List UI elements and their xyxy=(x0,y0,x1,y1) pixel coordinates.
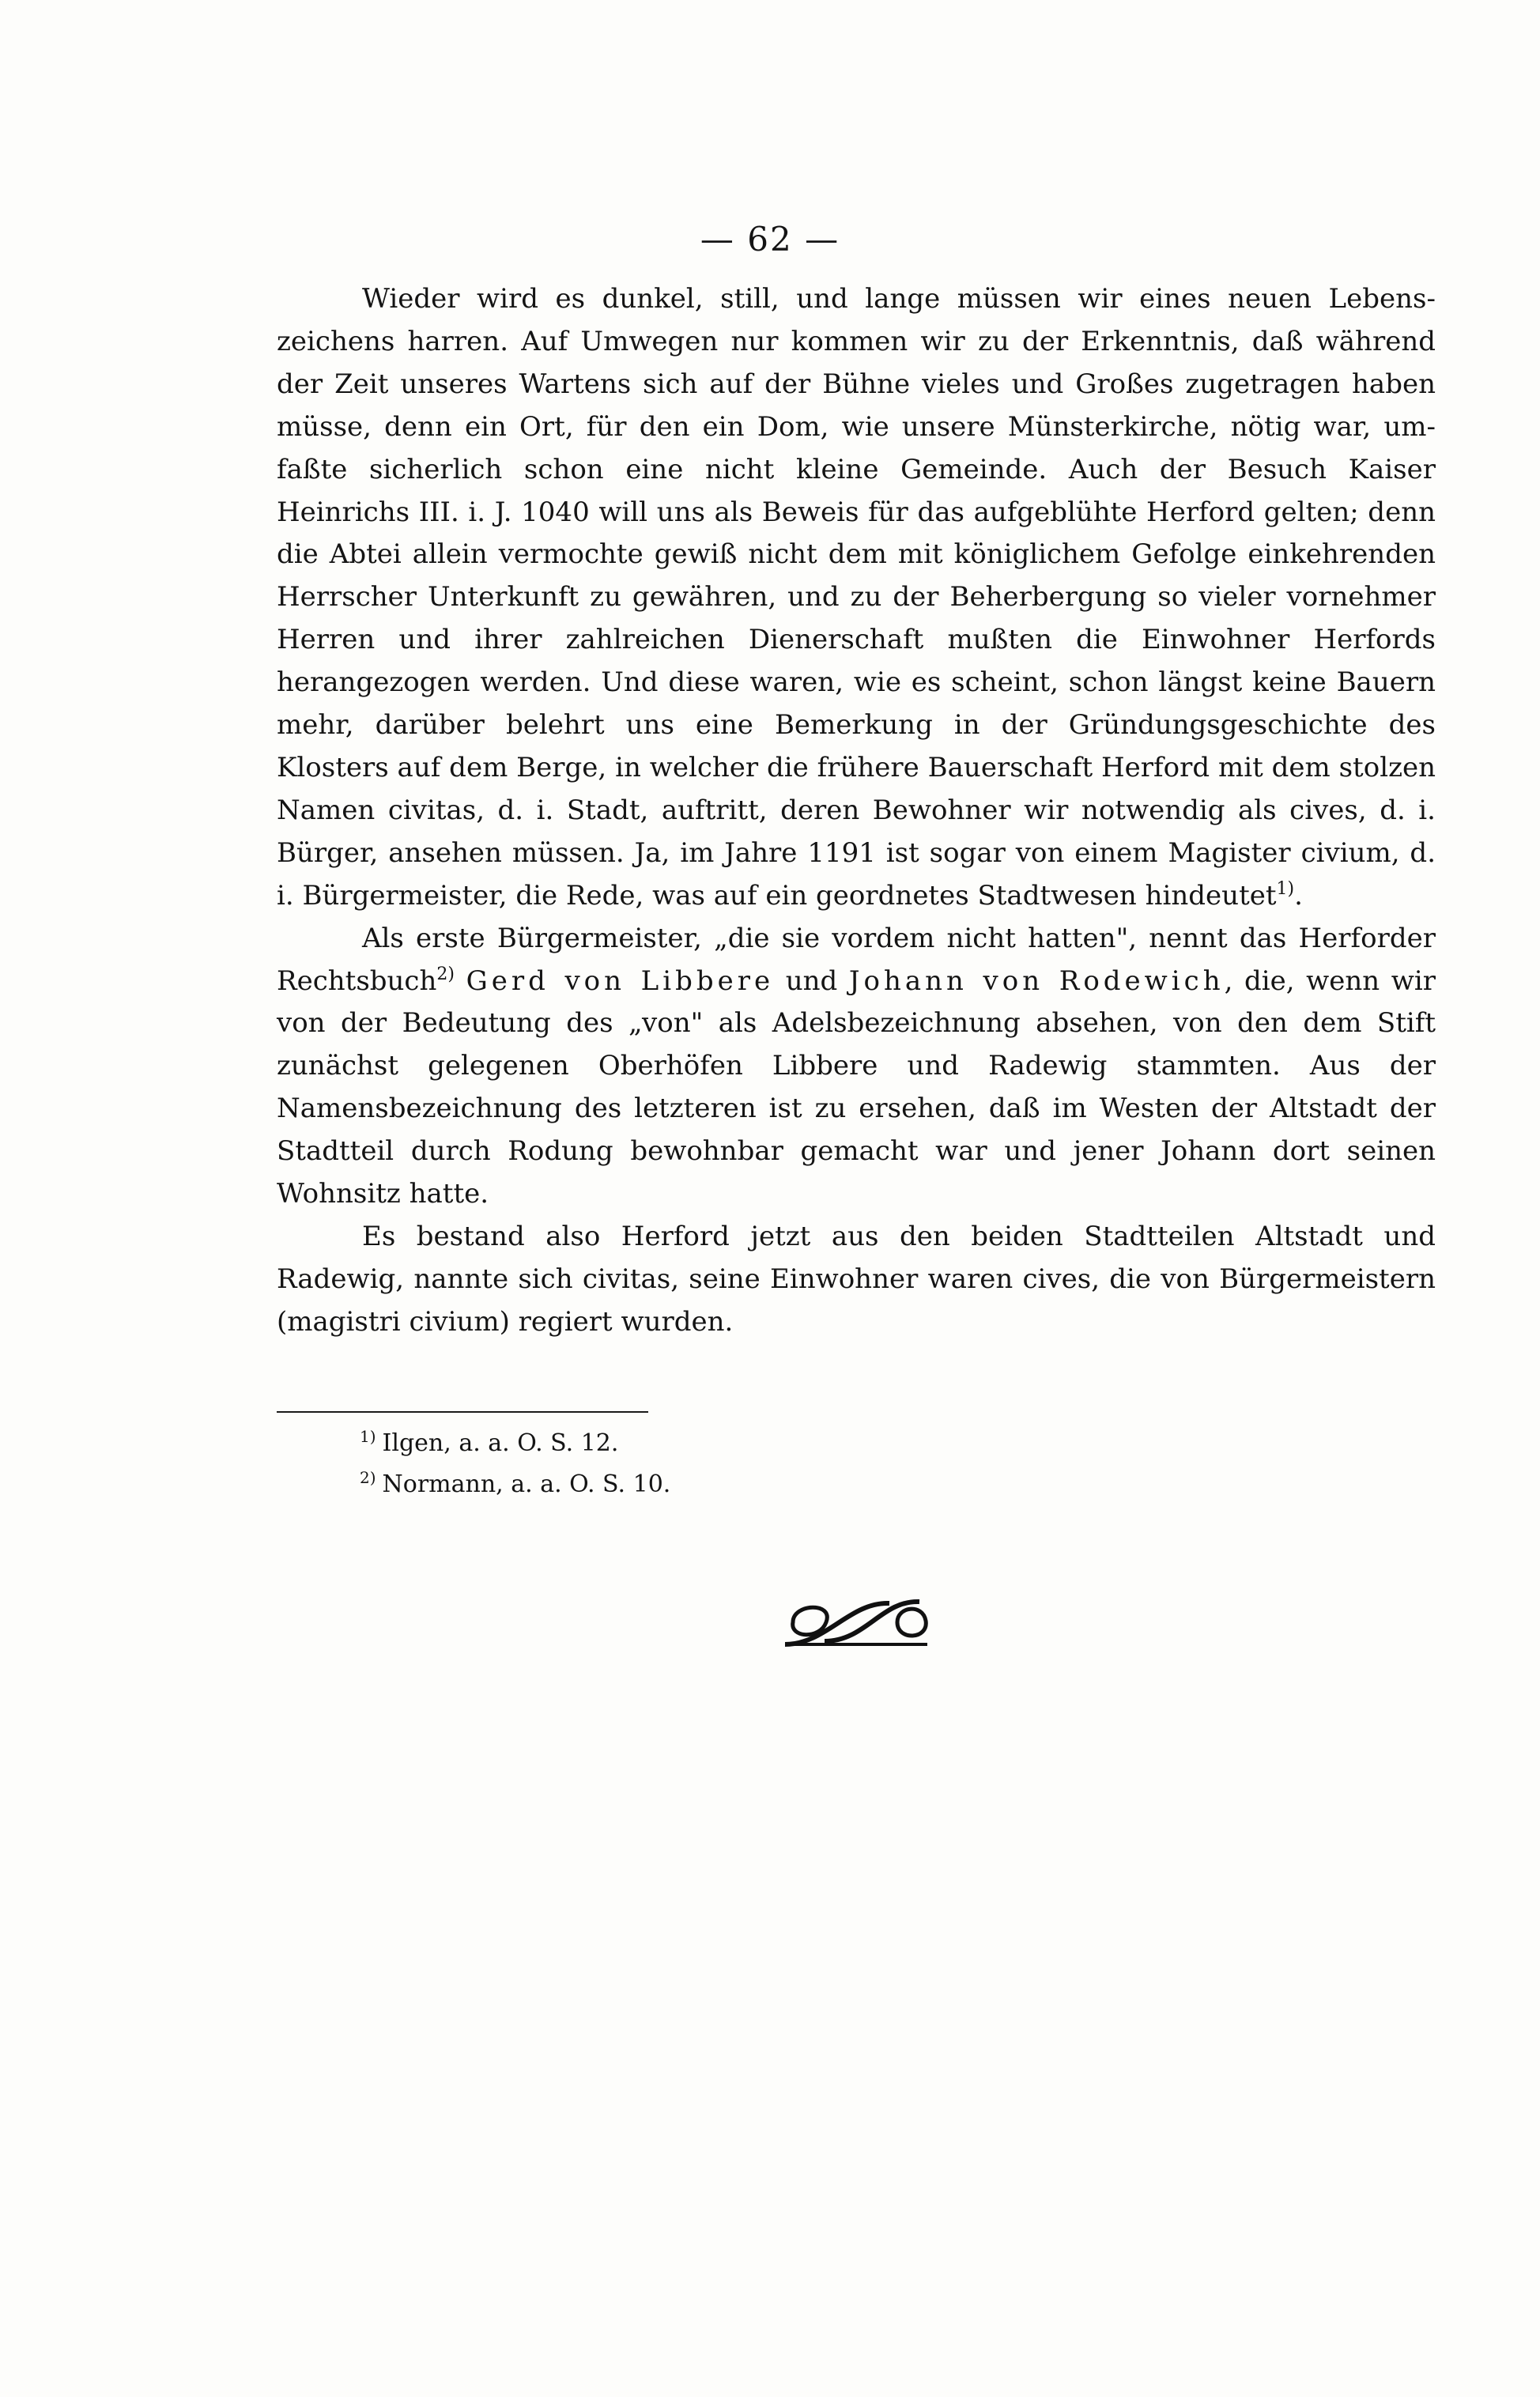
paragraph-text: Es bestand also Herford jetzt aus den beiden Stadtteilen Altstadt und Radewig, nannte sich civitas, seine Einwohner waren cives, die von Bürgermeistern (magistri civium) regiert wurden. xyxy=(277,1220,1436,1338)
person-name: Gerd von Libbere xyxy=(466,964,775,997)
paragraph-text: Als erste Bürgermeister, „die sie vordem nicht hatten", nennt das Herforder Rechtsbuch xyxy=(277,922,1436,997)
paragraph-text: . xyxy=(1294,879,1303,912)
paragraph xyxy=(277,918,1436,1216)
footnote-text: Ilgen, a. a. O. S. 12. xyxy=(382,1429,619,1457)
footnote-mark: 1) xyxy=(360,1427,376,1446)
body-text xyxy=(277,278,1436,1344)
person-name: Johann von Rodewich xyxy=(848,964,1225,997)
footnote-text: Normann, a. a. O. S. 10. xyxy=(382,1470,671,1498)
footnotes xyxy=(360,1423,1308,1505)
paragraph xyxy=(277,278,1436,918)
footnote xyxy=(360,1423,1308,1464)
footnote-reference: 1) xyxy=(1276,878,1295,899)
paragraph-text: , die, wenn wir von der Bedeutung des „von" als Adelsbezeichnung absehen, von den dem Stift zunächst gelegenen Oberhöfen Libbere und Radewig stammten. Aus der Namensbezeichnung des letzteren ist zu ersehen, daß im Westen der Altstadt der Stadtteil durch Rodung bewohnbar gemacht war und jener Johann dort seinen Wohnsitz hatte. xyxy=(277,964,1436,1210)
footnote xyxy=(360,1464,1308,1505)
paragraph-text: Wieder wird es dunkel, still, und lange müssen wir eines neuen Lebenszeichens harren. Auf Umwegen nur kommen wir zu der Erkenntnis, daß während der Zeit unseres Wartens sich auf der Bühne vieles und Großes zugetragen haben müsse, denn ein Ort, für den ein Dom, wie unsere Münsterkirche, nötig war, umfaßte sicherlich schon eine nicht kleine Gemeinde. Auch der Besuch Kaiser Heinrichs III. i. J. 1040 will uns als Beweis für das aufgeblühte Herford gelten; denn die Abtei allein vermochte gewiß nicht dem mit königlichem Gefolge einkehrenden Herrscher Unterkunft zu gewähren, und zu der Beherbergung so vieler vornehmer Herren und ihrer zahlreichen Dienerschaft mußten die Einwohner Herfords herangezogen werden. Und diese waren, wie es scheint, schon längst keine Bauern mehr, darüber belehrt uns eine Bemerkung in der Gründungsgeschichte des Klosters auf dem Berge, in welcher die frühere Bauerschaft Herford mit dem stolzen Namen civitas, d. i. Stadt, auftritt, deren Bewohner wir notwendig als cives, d. i. Bürger, ansehen müssen. Ja, im Jahre 1191 ist sogar von einem Magister civium, d. i. Bürgermeister, die Rede, was auf ein geordnetes Stadtwesen hindeutet xyxy=(277,283,1436,912)
scroll-flourish-icon xyxy=(779,1595,933,1649)
paragraph-text: und xyxy=(774,964,849,997)
paragraph-text xyxy=(455,965,466,997)
footnote-divider xyxy=(277,1411,648,1413)
paragraph xyxy=(277,1216,1436,1344)
footnote-mark: 2) xyxy=(360,1468,376,1487)
page-number: — 62 — xyxy=(700,220,840,259)
footnote-reference: 2) xyxy=(436,964,455,984)
